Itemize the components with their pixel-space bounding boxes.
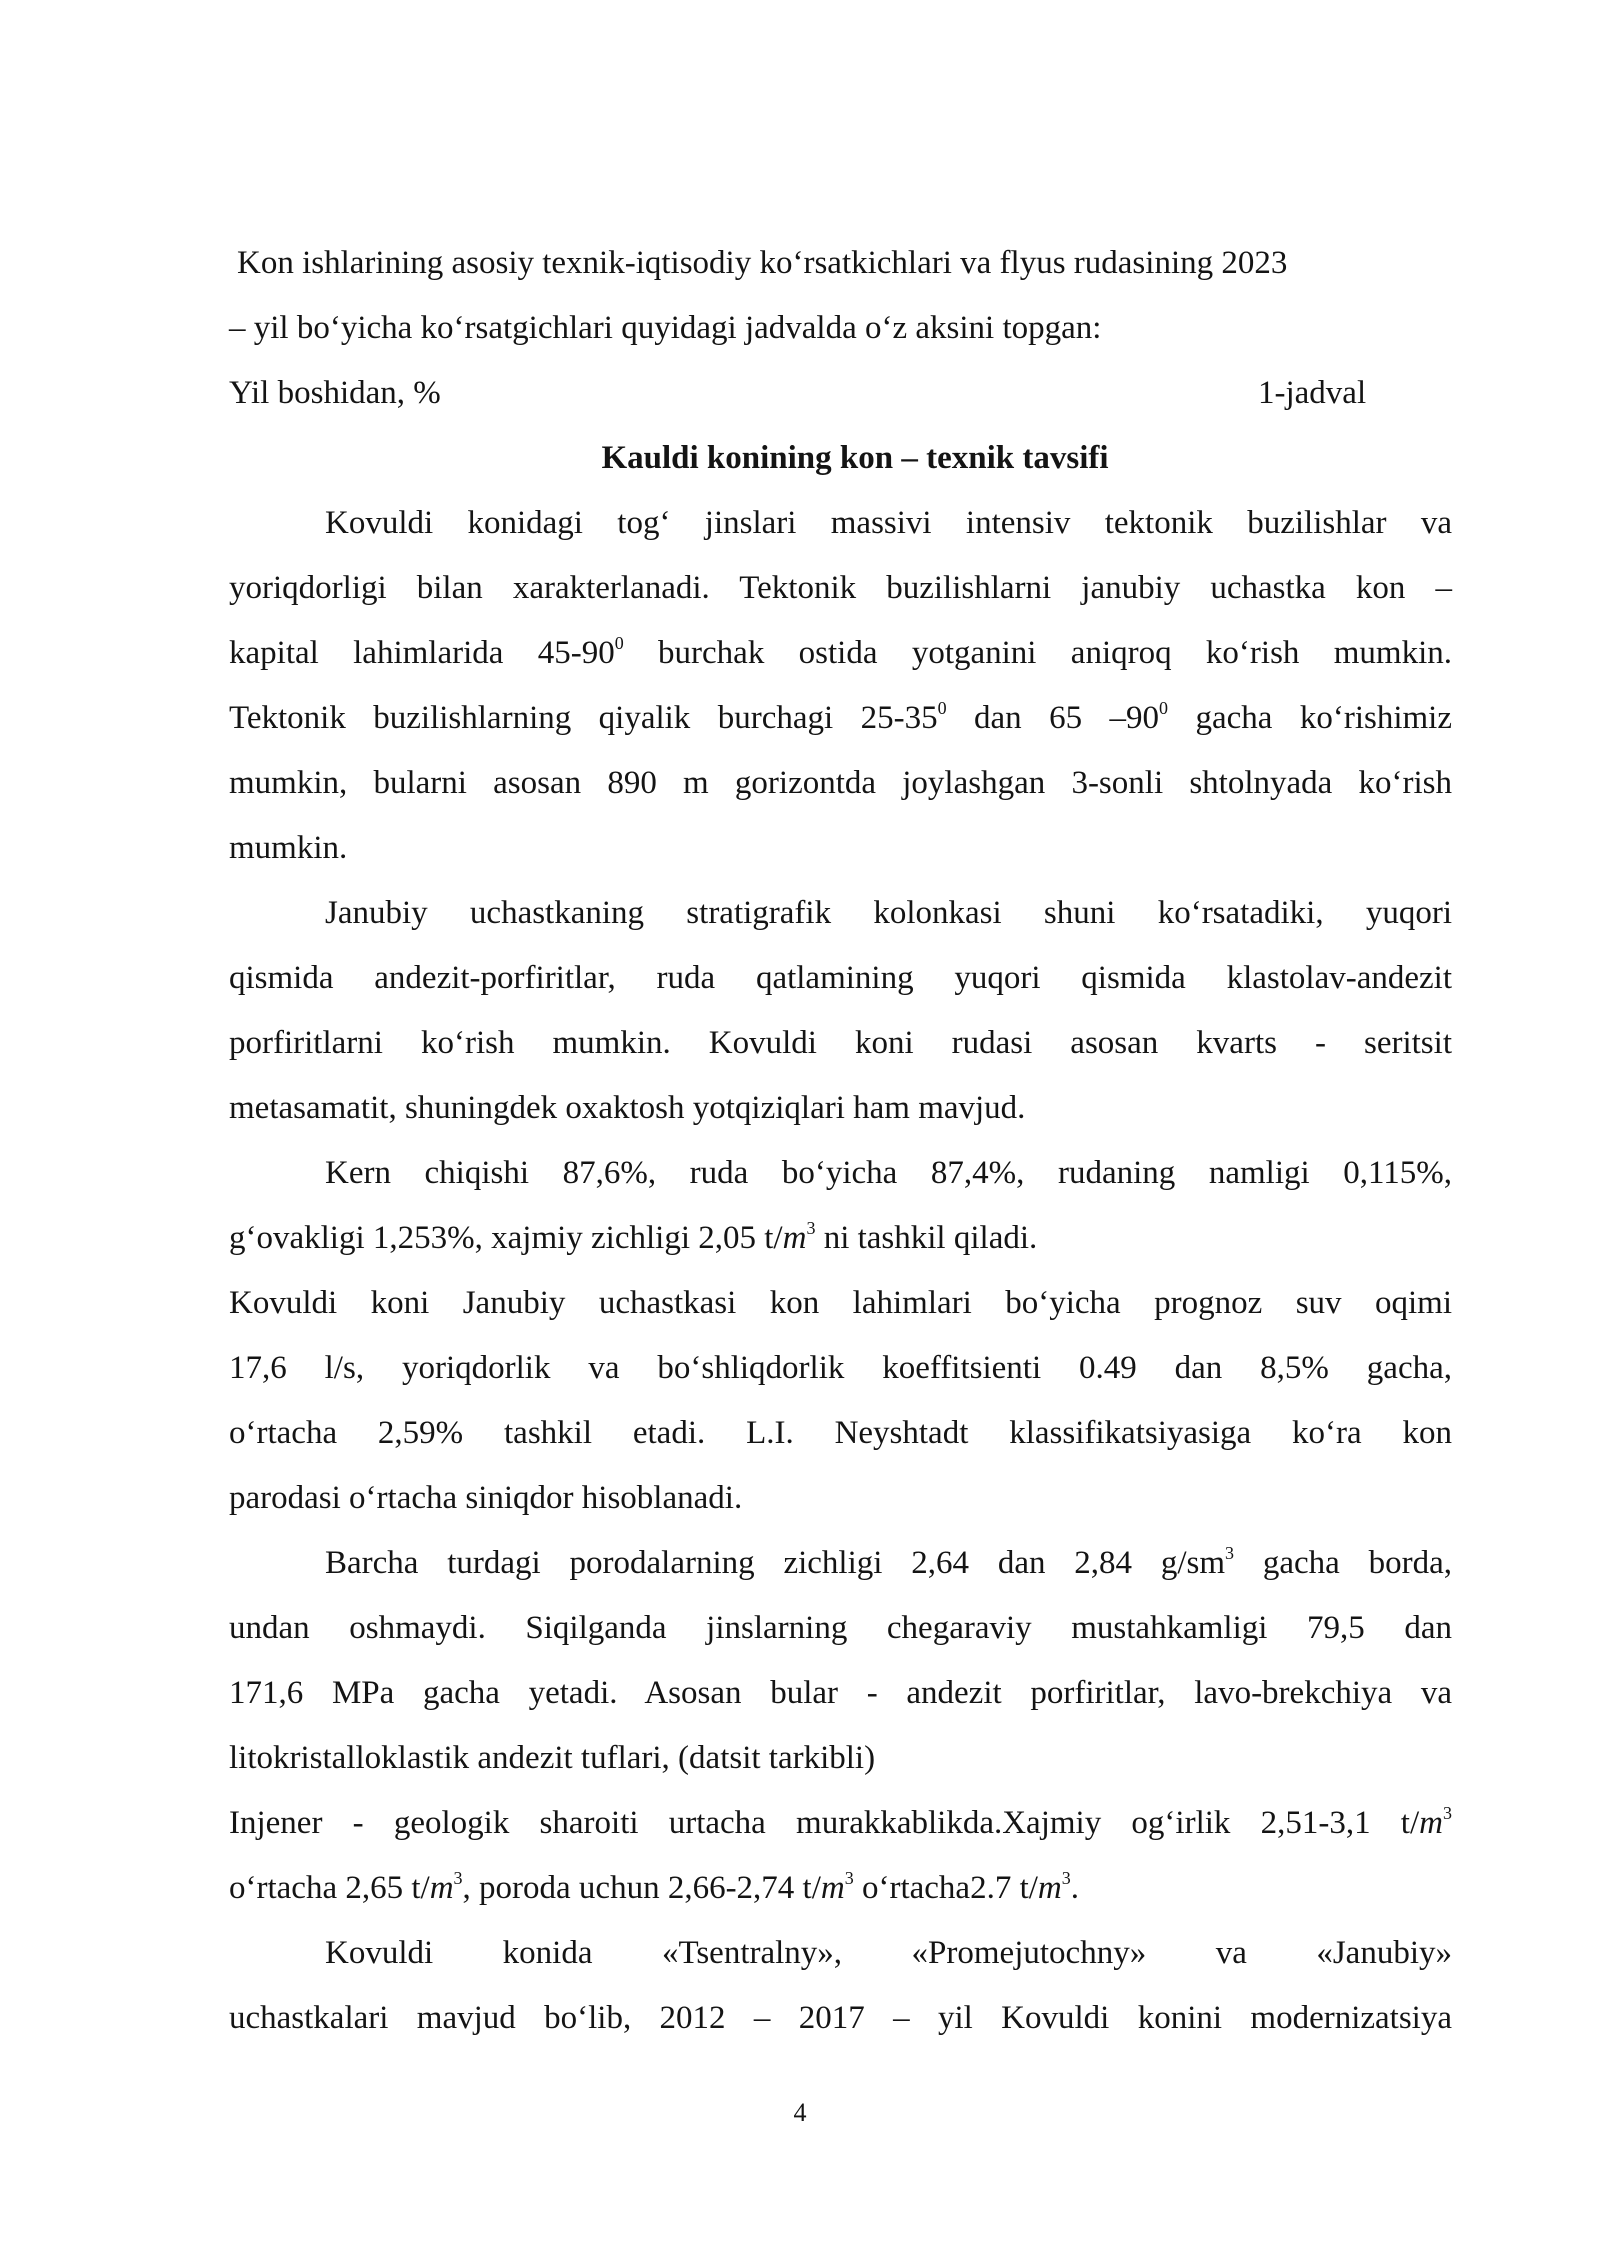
p1-line-6: mumkin.	[229, 830, 348, 866]
p2-line-2: qismida andezit-porfiritlar, ruda qatlamining yuqori qismida klastolav-andezit	[229, 960, 1452, 996]
p1-line-5: mumkin, bularni asosan 890 m gorizontda joylashgan 3-sonli shtolnyada ko‘rish	[229, 765, 1452, 801]
p4-line-3: o‘rtacha 2,59% tashkil etadi. L.I. Neyshtadt klassifikatsiyasiga ko‘ra kon	[229, 1415, 1452, 1451]
p2-line-1: Janubiy uchastkaning stratigrafik kolonkasi shuni ko‘rsatadiki, yuqori	[325, 895, 1452, 931]
p6-line-1: Injener - geologik sharoiti urtacha murakkablikda.Xajmiy og‘irlik 2,51-3,1 $t/m^3$	[229, 1803, 1452, 1841]
p3-line-1: Kern chiqishi 87,6%, ruda bo‘yicha 87,4%, rudaning namligi 0,115%,	[325, 1155, 1452, 1191]
p5-line-1: Barcha turdagi porodalarning zichligi 2,64 dan 2,84 $g/sm^3$ gacha borda,	[325, 1543, 1452, 1581]
p1-line-3: kapital lahimlarida $45-90^0$ burchak ostida yotganini aniqroq ko‘rish mumkin.	[229, 633, 1452, 671]
p1-line-2: yoriqdorligi bilan xarakterlanadi. Tektonik buzilishlarni janubiy uchastka kon –	[229, 570, 1452, 606]
p5-line-2: undan oshmaydi. Siqilganda jinslarning chegaraviy mustahkamligi 79,5 dan	[229, 1610, 1452, 1646]
table-label: 1-jadval	[1258, 375, 1367, 411]
p7-line-1: Kovuldi konida «Tsentralny», «Promejutochny» va «Janubiy»	[325, 1935, 1452, 1971]
section-heading: Kauldi konining kon – texnik tavsifi	[601, 440, 1109, 476]
p2-line-3: porfiritlarni ko‘rish mumkin. Kovuldi koni rudasi asosan kvarts - seritsit	[229, 1025, 1452, 1061]
intro-line-1: Kon ishlarining asosiy texnik-iqtisodiy ko‘rsatkichlari va flyus rudasining 2023	[237, 245, 1288, 281]
p5-line-4: litokristalloklastik andezit tuflari, (datsit tarkibli)	[229, 1740, 876, 1776]
p2-line-4: metasamatit, shuningdek oxaktosh yotqiziqlari ham mavjud.	[229, 1090, 1026, 1126]
page-number: 4	[793, 2098, 807, 2127]
p1-line-4: Tektonik buzilishlarning qiyalik burchagi $25-35^0$ dan 65 $-90^0$ gacha ko‘rishimiz	[229, 698, 1452, 736]
p4-line-4: parodasi o‘rtacha siniqdor hisoblanadi.	[229, 1480, 743, 1516]
p4-line-1: Kovuldi koni Janubiy uchastkasi kon lahimlari bo‘yicha prognoz suv oqimi	[229, 1285, 1452, 1321]
p6-line-2: o‘rtacha 2,65 $t/m^3$, poroda uchun 2,66-2,74 $t/m^3$ o‘rtacha2.7 $t/m^3$.	[229, 1868, 1080, 1906]
p3-line-2: g‘ovakligi 1,253%, xajmiy zichligi 2,05 $t/m^3$ ni tashkil qiladi.	[229, 1218, 1038, 1256]
intro-line-2: – yil bo‘yicha ko‘rsatgichlari quyidagi jadvalda o‘z aksini topgan:	[229, 310, 1102, 346]
p5-line-3: 171,6 MPa gacha yetadi. Asosan bular - andezit porfiritlar, lavo-brekchiya va	[229, 1675, 1452, 1711]
p7-line-2: uchastkalari mavjud bo‘lib, 2012 – 2017 – yil Kovuldi konini modernizatsiya	[229, 2000, 1452, 2036]
intro-line-3: Yil boshidan, %	[229, 375, 441, 411]
p1-line-1: Kovuldi konidagi tog‘ jinslari massivi intensiv tektonik buzilishlar va	[325, 505, 1452, 541]
p4-line-2: 17,6 l/s, yoriqdorlik va bo‘shliqdorlik koeffitsienti 0.49 dan 8,5% gacha,	[229, 1350, 1452, 1386]
